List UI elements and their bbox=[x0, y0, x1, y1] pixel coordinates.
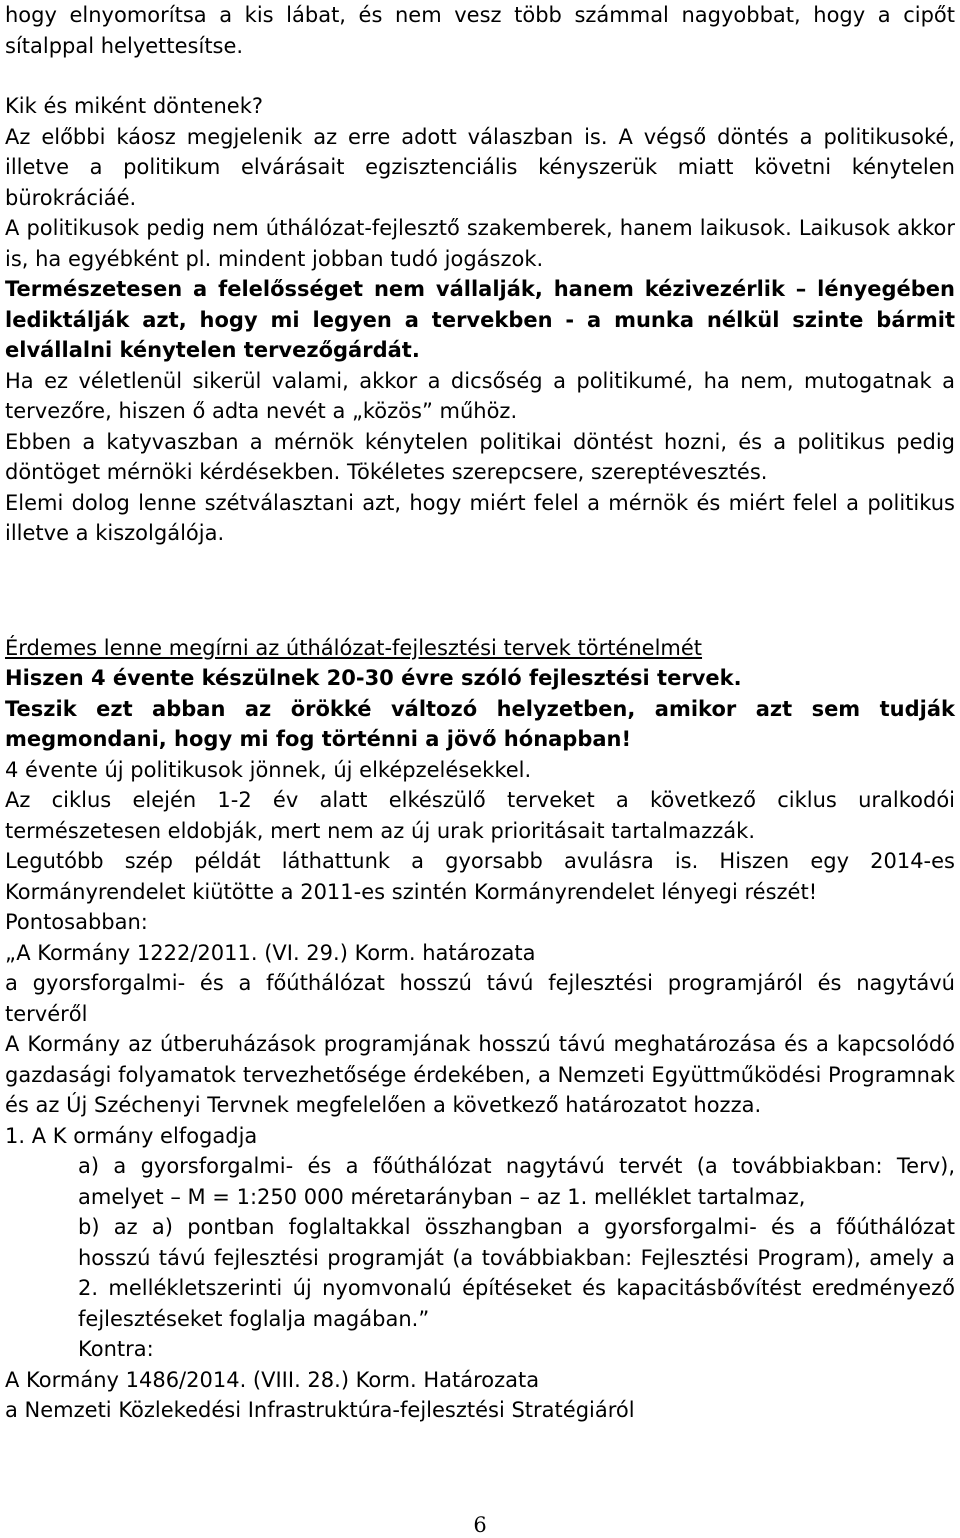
paragraph: Az előbbi káosz megjelenik az erre adott válaszban is. A végső döntés a politikusoké, illetve a politikum elvárásait egzisztenciális kényszerük miatt követni kénytelen bürokráciáé. bbox=[5, 124, 955, 210]
decree-point: 1. A K ormány elfogadja bbox=[5, 1123, 258, 1148]
paragraph: Ebben a katyvaszban a mérnök kénytelen politikai döntést hozni, és a politikus pedig döntöget mérnöki kérdésekben. Tökéletes szerepcsere, szereptévesztés. bbox=[5, 429, 955, 484]
section-heading: Érdemes lenne megírni az úthálózat-fejlesztési tervek történelmét bbox=[5, 635, 703, 660]
decree-preamble: A Kormány az útberuházások programjának hosszú távú meghatározása és a kapcsolódó gazdasági folyamatok tervezhetősége érdekében, a Nemzeti Együttműködési Programnak és az Új Széchenyi Tervnek megfelelően a következő határozatot hozza. bbox=[5, 1032, 955, 1117]
section-question: Kik és miként döntenek? bbox=[5, 94, 263, 118]
paragraph: 4 évente új politikusok jönnek, új elképzelésekkel. bbox=[5, 757, 532, 782]
paragraph: Elemi dolog lenne szétválasztani azt, hogy miért felel a mérnök és miért felel a politikus illetve a kiszolgálója. bbox=[5, 490, 955, 545]
paragraph: Ha ez véletlenül sikerül valami, akkor a dicsőség a politikumé, ha nem, mutogatnak a tervezőre, hiszen ő adta nevét a „közös” műhöz. bbox=[5, 368, 955, 423]
kontra-label: Kontra: bbox=[78, 1337, 154, 1361]
bold-paragraph: Hiszen 4 évente készülnek 20-30 évre szóló fejlesztési tervek. bbox=[5, 666, 742, 690]
spacer bbox=[5, 61, 955, 91]
decree-subject: a Nemzeti Közlekedési Infrastruktúra-fejlesztési Stratégiáról bbox=[5, 1398, 635, 1422]
page-number: 6 bbox=[473, 1513, 487, 1537]
document-page bbox=[5, 0, 955, 1426]
paragraph: Pontosabban: bbox=[5, 910, 148, 934]
decree-subpoint: b) az a) pontban foglaltakkal összhangban a gyorsforgalmi- és a főúthálózat hosszú távú fejlesztési programját (a továbbiakban: Fejlesztési Program), amely a 2. mellékletszerinti új nyomvonalú építéseket és kapacitásbővítést eredményező fejlesztéseket foglalja magában.” bbox=[78, 1215, 955, 1331]
bold-paragraph: Természetesen a felelősséget nem vállalják, hanem kézivezérlik – lényegében lediktálják azt, hogy mi legyen a tervekben - a munka nélkül szinte bármit elvállalni kénytelen tervezőgárdát. bbox=[5, 277, 955, 362]
paragraph: Az ciklus elején 1-2 év alatt elkészülő terveket a következő ciklus uralkodói természetesen eldobják, mert nem az új urak prioritásait tartalmazzák. bbox=[5, 788, 955, 843]
bold-paragraph: Teszik ezt abban az örökké változó helyzetben, amikor azt sem tudják megmondani, hogy mi fog történni a jövő hónapban! bbox=[5, 696, 955, 751]
decree-subpoint: a) a gyorsforgalmi- és a főúthálózat nagytávú tervét (a továbbiakban: Terv), amelyet – M = 1:250 000 méretarányban – az 1. melléklet tartalmaz, bbox=[78, 1154, 955, 1209]
decree-title: A Kormány 1486/2014. (VIII. 28.) Korm. Határozata bbox=[5, 1367, 540, 1392]
paragraph: A politikusok pedig nem úthálózat-fejlesztő szakemberek, hanem laikusok. Laikusok akkor is, ha egyébként pl. mindent jobban tudó jogászok. bbox=[5, 216, 955, 271]
paragraph: Legutóbb szép példát láthattunk a gyorsabb avulásra is. Hiszen egy 2014-es Kormányrendelet kiütötte a 2011-es szintén Kormányrendelet lényegi részét! bbox=[5, 849, 955, 904]
paragraph: hogy elnyomorítsa a kis lábat, és nem vesz több számmal nagyobbat, hogy a cipőt sítalppal helyettesítse. bbox=[5, 3, 955, 58]
decree-title: „A Kormány 1222/2011. (VI. 29.) Korm. határozata bbox=[5, 940, 536, 965]
spacer bbox=[5, 549, 955, 633]
decree-subject: a gyorsforgalmi- és a főúthálózat hosszú távú fejlesztési programjáról és nagytávú tervéről bbox=[5, 971, 955, 1026]
